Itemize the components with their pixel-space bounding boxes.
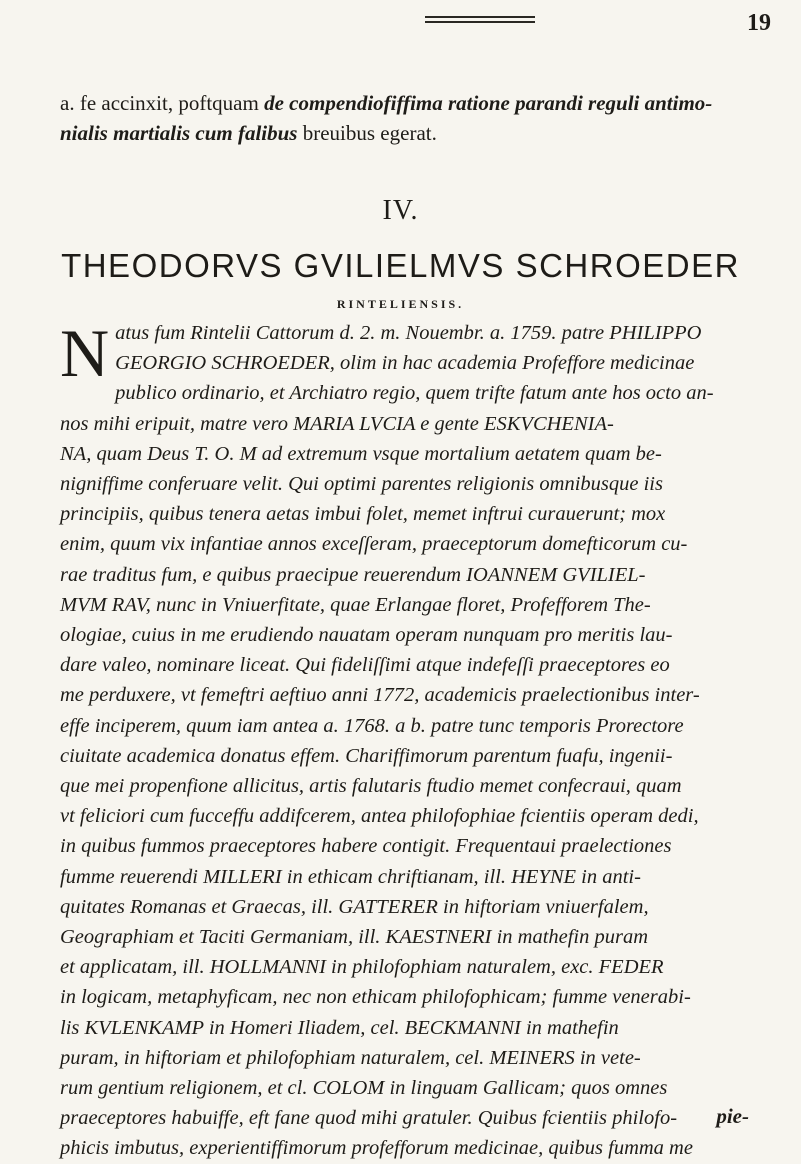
text-line: atus fum Rintelii Cattorum d. 2. m. Nouembr. a. 1759. patre PHILIPPO <box>115 322 702 344</box>
text-line: quitates Romanas et Graecas, ill. GATTERER in hiftoriam vniuerfalem, <box>60 895 649 918</box>
header-rule <box>425 16 535 30</box>
text-line: lis KVLENKAMP in Homeri Iliadem, cel. BECKMANNI in mathefin <box>60 1016 619 1039</box>
text-line: rae traditus fum, e quibus praecipue reuerendum IOANNEM GVILIEL- <box>60 563 646 586</box>
text-line: GEORGIO SCHROEDER, olim in hac academia Profeffore medicinae <box>115 352 695 375</box>
text-line: enim, quum vix infantiae annos exceſſeram, praeceptorum domefticorum cu- <box>60 533 688 556</box>
text-line: et applicatam, ill. HOLLMANNI in philofophiam naturalem, exc. FEDER <box>60 956 664 979</box>
text-line: dare valeo, nominare liceat. Qui fideliſſimi atque indefeſſi praeceptores eo <box>60 654 670 677</box>
text-line: Geographiam et Taciti Germaniam, ill. KAESTNERI in mathefin puram <box>60 926 649 949</box>
catchword: pie- <box>716 1104 749 1128</box>
text-line: MVM RAV, nunc in Vniuerfitate, quae Erlangae floret, Profefforem The- <box>60 593 651 616</box>
intro-title-2: nialis martialis cum falibus <box>60 121 298 145</box>
intro-paragraph <box>60 88 760 148</box>
intro-pre: a. fe accinxit, poftquam <box>60 91 265 115</box>
section-number: IV. <box>382 195 419 226</box>
text-line: me perduxere, vt femeftri aeftiuo anni 1772, academicis praelectionibus inter- <box>60 684 700 707</box>
page-number: 19 <box>747 10 771 36</box>
text-line: nigniffime conferuare velit. Qui optimi parentes religionis omnibusque iis <box>60 473 663 496</box>
intro-post: breuibus egerat. <box>297 121 437 145</box>
text-line: NA, quam Deus T. O. M ad extremum vsque mortalium aetatem quam be- <box>60 442 662 465</box>
text-line: puram, in hiftoriam et philofophiam naturalem, cel. MEINERS in vete- <box>60 1046 641 1069</box>
text-line: effe inciperem, quum iam antea a. 1768. a b. patre tunc temporis Prorectore <box>60 714 684 737</box>
origin-subheading: RINTELIENSIS. <box>336 297 465 311</box>
text-line: praeceptores habuiffe, eft fane quod mihi gratuler. Quibus fcientiis philofo- <box>60 1107 678 1130</box>
text-line: publico ordinario, et Archiatro regio, quem trifte fatum ante hos octo an- <box>115 382 714 405</box>
text-line: ologiae, cuius in me erudiendo nauatam operam nunquam pro meritis lau- <box>60 624 673 647</box>
text-line: in logicam, metaphyficam, nec non ethicam philofophicam; fumme venerabi- <box>60 986 691 1009</box>
intro-title-1: de compendiofiffima ratione parandi reguli antimo- <box>264 91 713 115</box>
text-line: rum gentium religionem, et cl. COLOM in linguam Gallicam; quos omnes <box>60 1077 668 1100</box>
text-line: phicis imbutus, experientiffimorum profefforum medicinae, quibus fumma me <box>60 1137 693 1160</box>
text-line: principiis, quibus tenera aetas imbui folet, memet inftrui curauerunt; mox <box>60 503 666 526</box>
text-line: vt feliciori cum fucceffu addifcerem, antea philofophiae fcientiis operam dedi, <box>60 805 699 828</box>
text-line: ciuitate academica donatus effem. Chariffimorum parentum fuafu, ingenii- <box>60 744 673 767</box>
text-line: in quibus fummos praeceptores habere contigit. Frequentaui praelectiones <box>60 835 672 858</box>
text-line: que mei propenfione allicitus, artis falutaris ftudio memet confecraui, quam <box>60 775 682 798</box>
name-heading: THEODORVS GVILIELMVS SCHROEDER <box>61 247 740 284</box>
text-line: nos mihi eripuit, matre vero MARIA LVCIA e gente ESKVCHENIA- <box>60 412 614 435</box>
text-line: fumme reuerendi MILLERI in ethicam chriftianam, ill. HEYNE in anti- <box>60 865 641 888</box>
drop-cap: N <box>60 315 110 391</box>
biography-text <box>60 315 765 1164</box>
